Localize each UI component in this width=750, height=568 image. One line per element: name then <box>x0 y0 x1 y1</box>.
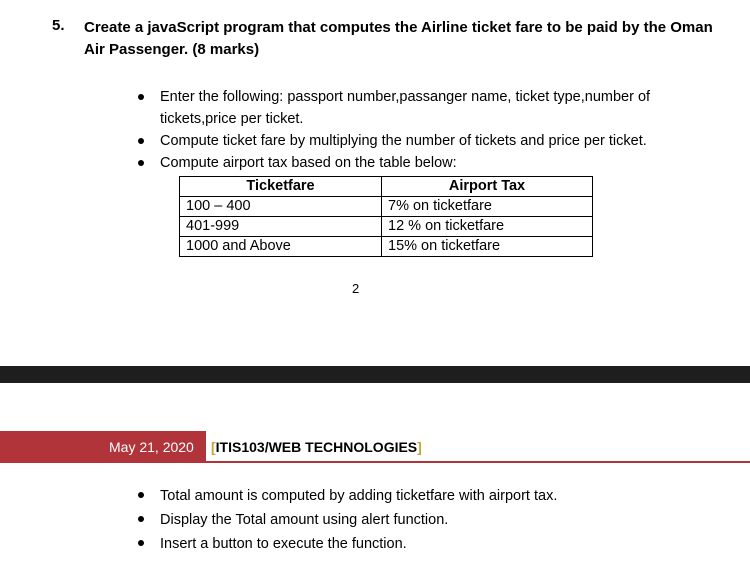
course-name: ITIS103/WEB TECHNOLOGIES <box>215 439 418 455</box>
instruction-item: Compute airport tax based on the table below: <box>138 152 708 174</box>
table-cell: 15% on ticketfare <box>382 237 593 257</box>
header-rule <box>206 461 750 463</box>
table-header-row <box>180 177 593 197</box>
table-cell: 12 % on ticketfare <box>382 217 593 237</box>
instruction-list <box>138 86 708 174</box>
header-course-title <box>211 439 422 455</box>
table-row <box>180 197 593 217</box>
airport-tax-table <box>179 176 593 257</box>
bracket-close: ] <box>417 439 422 455</box>
table-cell: 1000 and Above <box>180 237 382 257</box>
column-header-ticketfare: Ticketfare <box>180 177 382 197</box>
instruction-list-continued <box>138 484 698 556</box>
table-row <box>180 217 593 237</box>
table-cell: 7% on ticketfare <box>382 197 593 217</box>
table-cell: 100 – 400 <box>180 197 382 217</box>
question-text: Create a javaScript program that computes the Airline ticket fare to be paid by the Oman Air Passenger. (8 marks) <box>84 19 713 58</box>
instruction-item: Display the Total amount using alert function. <box>138 508 698 532</box>
instruction-item: Enter the following: passport number,passanger name, ticket type,number of tickets,price per ticket. <box>138 86 708 130</box>
question-number: 5. <box>52 17 65 34</box>
table-row <box>180 237 593 257</box>
column-header-airport-tax: Airport Tax <box>382 177 593 197</box>
bracket-open: [ <box>211 439 216 455</box>
page-number: 2 <box>352 281 360 296</box>
instruction-item: Total amount is computed by adding ticketfare with airport tax. <box>138 484 698 508</box>
table-cell: 401-999 <box>180 217 382 237</box>
page-divider <box>0 366 750 383</box>
instruction-item: Compute ticket fare by multiplying the number of tickets and price per ticket. <box>138 130 708 152</box>
header-date: May 21, 2020 <box>109 439 194 455</box>
instruction-item: Insert a button to execute the function. <box>138 532 698 556</box>
